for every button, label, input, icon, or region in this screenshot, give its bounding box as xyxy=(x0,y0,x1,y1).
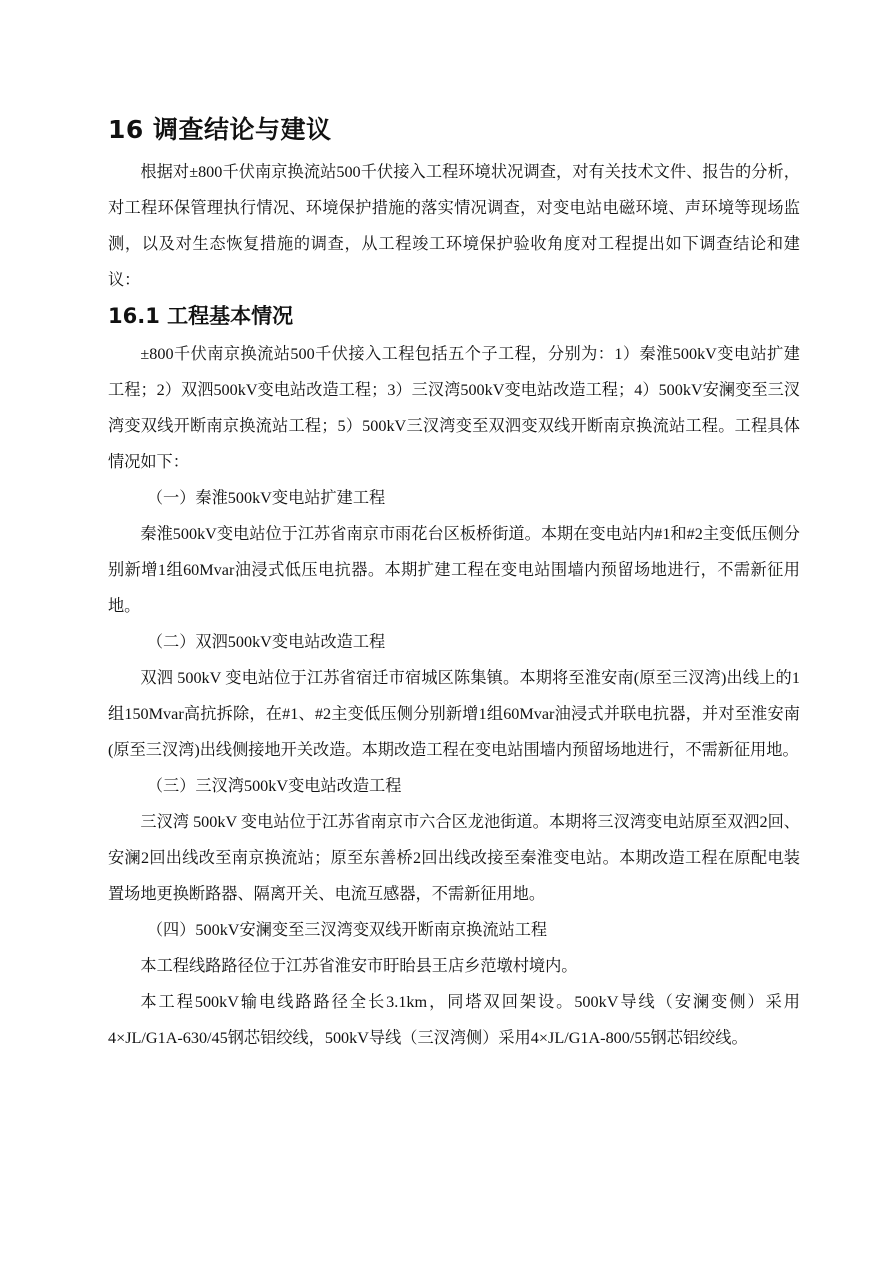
document-page xyxy=(108,110,800,1056)
item-4-paragraph-line: 本工程500kV输电线路路径全长3.1km，同塔双回架设。500kV导线（安澜变侧）采用4×JL/G1A-630/45钢芯铝绞线，500kV导线（三汊湾侧）采用4×JL/G1A-800/55钢芯铝绞线。 xyxy=(108,993,800,1047)
overview-paragraph: ±800千伏南京换流站500千伏接入工程包括五个子工程，分别为：1）秦淮500kV变电站扩建工程；2）双泗500kV变电站改造工程；3）三汊湾500kV变电站改造工程；4）500kV安澜变至三汊湾变双线开断南京换流站工程；5）500kV三汊湾变至双泗变双线开断南京换流站工程。工程具体情况如下： xyxy=(108,345,800,471)
item-4-heading: （四）500kV安澜变至三汊湾变双线开断南京换流站工程 xyxy=(146,921,548,939)
item-1-heading: （一）秦淮500kV变电站扩建工程 xyxy=(146,489,386,507)
item-3-heading: （三）三汊湾500kV变电站改造工程 xyxy=(146,777,402,795)
item-2-heading: （二）双泗500kV变电站改造工程 xyxy=(146,633,386,651)
item-2-paragraph: 双泗 500kV 变电站位于江苏省宿迁市宿城区陈集镇。本期将至淮安南(原至三汊湾)出线上的1组150Mvar高抗拆除，在#1、#2主变低压侧分别新增1组60Mvar油浸式并联电抗器，并对至淮安南(原至三汊湾)出线侧接地开关改造。本期改造工程在变电站围墙内预留场地进行，不需新征用地。 xyxy=(108,669,800,759)
subsection-title: 16.1 工程基本情况 xyxy=(108,304,294,328)
item-3-paragraph: 三汊湾 500kV 变电站位于江苏省南京市六合区龙池街道。本期将三汊湾变电站原至双泗2回、安澜2回出线改至南京换流站；原至东善桥2回出线改接至秦淮变电站。本期改造工程在原配电装置场地更换断路器、隔离开关、电流互感器，不需新征用地。 xyxy=(108,813,800,903)
section-intro: 根据对±800千伏南京换流站500千伏接入工程环境状况调查，对有关技术文件、报告的分析，对工程环保管理执行情况、环境保护措施的落实情况调查，对变电站电磁环境、声环境等现场监测，以及对生态恢复措施的调查，从工程竣工环境保护验收角度对工程提出如下调查结论和建议： xyxy=(108,163,800,289)
item-4-paragraph-location: 本工程线路路径位于江苏省淮安市盱眙县王店乡范墩村境内。 xyxy=(140,957,578,975)
section-title: 16 调查结论与建议 xyxy=(108,115,332,144)
item-1-paragraph: 秦淮500kV变电站位于江苏省南京市雨花台区板桥街道。本期在变电站内#1和#2主变低压侧分别新增1组60Mvar油浸式低压电抗器。本期扩建工程在变电站围墙内预留场地进行，不需新征用地。 xyxy=(108,525,800,615)
